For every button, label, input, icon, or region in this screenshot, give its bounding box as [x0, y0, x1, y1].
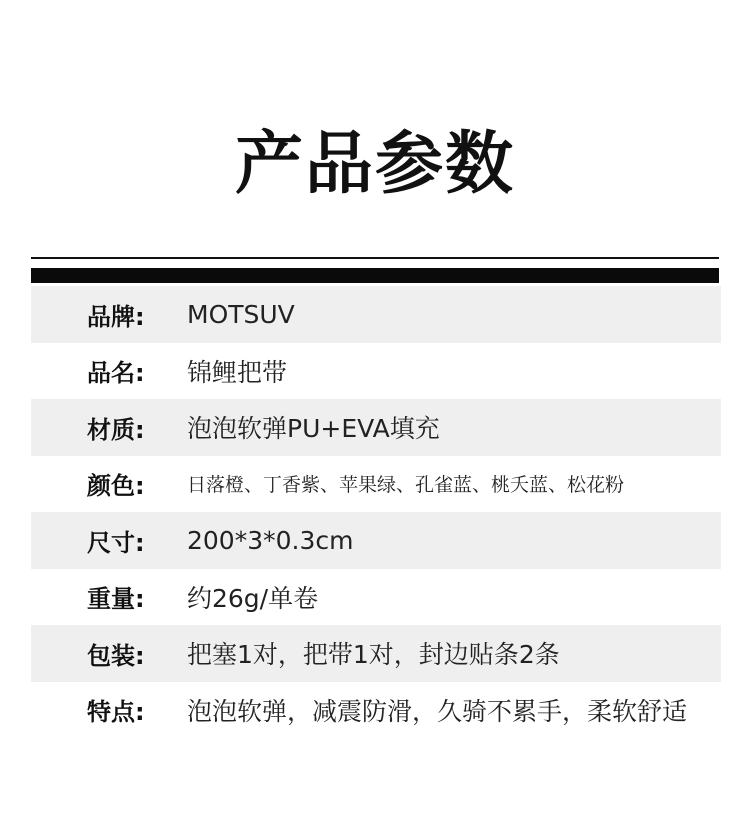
- spec-value: 日落橙、丁香紫、苹果绿、孔雀蓝、桃夭蓝、松花粉: [187, 474, 625, 497]
- spec-label: 品名:: [87, 359, 145, 388]
- divider-thin: [31, 257, 719, 259]
- spec-label: 颜色:: [87, 472, 145, 501]
- spec-table: [31, 286, 721, 738]
- spec-value: MOTSUV: [187, 299, 295, 329]
- spec-value: 把塞1对，把带1对，封边贴条2条: [187, 640, 560, 670]
- spec-label: 特点:: [87, 698, 145, 727]
- spec-value: 200*3*0.3cm: [187, 525, 354, 555]
- spec-label: 包装:: [87, 641, 145, 670]
- spec-row-color: [31, 456, 721, 513]
- spec-row-brand: [31, 286, 721, 343]
- page-title: 产品参数: [234, 125, 515, 204]
- spec-row-weight: [31, 569, 721, 626]
- spec-label: 尺寸:: [87, 528, 145, 557]
- spec-row-name: [31, 343, 721, 400]
- divider-thick: [31, 268, 719, 283]
- spec-label: 材质:: [87, 415, 145, 444]
- spec-row-features: [31, 682, 721, 739]
- spec-value: 约26g/单卷: [187, 583, 319, 613]
- spec-row-size: [31, 512, 721, 569]
- spec-value: 泡泡软弹PU+EVA填充: [187, 414, 440, 444]
- spec-row-package: [31, 625, 721, 682]
- spec-value: 泡泡软弹，减震防滑，久骑不累手，柔软舒适: [187, 696, 688, 726]
- spec-value: 锦鲤把带: [187, 357, 288, 387]
- spec-label: 重量:: [87, 585, 145, 614]
- spec-label: 品牌:: [87, 302, 145, 331]
- spec-row-material: [31, 399, 721, 456]
